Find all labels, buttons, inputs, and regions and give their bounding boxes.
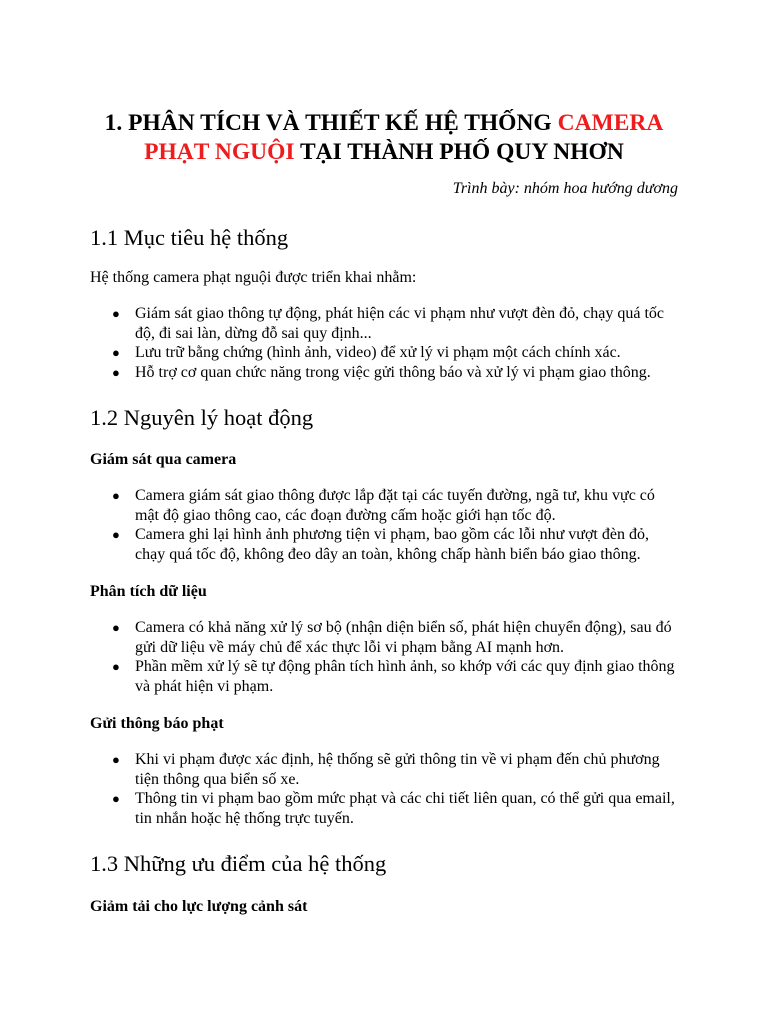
section-heading-1-3: 1.3 Những ưu điểm của hệ thống [90, 851, 387, 876]
list-item [90, 657, 678, 696]
subsection-heading-giam-tai: Giảm tải cho lực lượng cảnh sát [90, 898, 308, 915]
list-item [90, 618, 678, 657]
list-item-text: Thông tin vi phạm bao gồm mức phạt và các chi tiết liên quan, có thể gửi qua email, tin nhắn hoặc hệ thống trực tuyến. [135, 790, 675, 827]
bullet-icon: ● [112, 791, 120, 806]
bullet-icon: ● [112, 527, 120, 542]
list-item-text: Hỗ trợ cơ quan chức năng trong việc gửi thông báo và xử lý vi phạm giao thông. [135, 363, 651, 381]
title-highlight-camera: CAMERA [557, 110, 664, 136]
list-item [90, 486, 678, 525]
subsection-giam-sat-list [90, 486, 678, 564]
subsection-gui-thong-bao-list [90, 750, 678, 828]
subsection-heading-gui-thong-bao: Gửi thông báo phạt [90, 715, 224, 732]
subsection-heading-giam-sat: Giám sát qua camera [90, 451, 237, 468]
list-item-text: Phần mềm xử lý sẽ tự động phân tích hình ảnh, so khớp với các quy định giao thông và phát hiện vi phạm. [135, 658, 675, 695]
title-part-2: TẠI THÀNH PHỐ QUY NHƠN [294, 139, 624, 165]
section-heading-1-2: 1.2 Nguyên lý hoạt động [90, 405, 314, 430]
section-1-1-list [90, 304, 678, 382]
title-part-1: 1. PHÂN TÍCH VÀ THIẾT KẾ HỆ THỐNG [104, 110, 558, 136]
list-item-text: Camera có khả năng xử lý sơ bộ (nhận diện biển số, phát hiện chuyển động), sau đó gửi dữ liệu về máy chủ để xác thực lỗi vi phạm bằng AI mạnh hơn. [135, 619, 672, 656]
subsection-phan-tich-list [90, 618, 678, 696]
list-item [90, 343, 678, 363]
list-item-text: Lưu trữ bằng chứng (hình ảnh, video) để xử lý vi phạm một cách chính xác. [135, 344, 621, 361]
list-item [90, 789, 678, 828]
subsection-heading-phan-tich: Phân tích dữ liệu [90, 583, 207, 600]
list-item [90, 525, 678, 564]
bullet-icon: ● [112, 364, 120, 380]
list-item-text: Khi vi phạm được xác định, hệ thống sẽ gửi thông tin về vi phạm đến chủ phương tiện thông qua biển số xe. [135, 751, 660, 788]
bullet-icon: ● [112, 620, 120, 635]
list-item [90, 363, 678, 383]
list-item-text: Giám sát giao thông tự động, phát hiện các vi phạm như vượt đèn đỏ, chạy quá tốc độ, đi sai làn, dừng đỗ sai quy định... [135, 305, 665, 342]
document-title [90, 0, 678, 167]
byline: Trình bày: nhóm hoa hướng dương [452, 180, 678, 197]
section-heading-1-1: 1.1 Mục tiêu hệ thống [90, 225, 289, 250]
list-item-text: Camera giám sát giao thông được lắp đặt tại các tuyến đường, ngã tư, khu vực có mật độ giao thông cao, các đoạn đường cấm hoặc giới hạn tốc độ. [135, 487, 655, 524]
list-item-text: Camera ghi lại hình ảnh phương tiện vi phạm, bao gồm các lỗi như vượt đèn đỏ, chạy quá tốc độ, không đeo dây an toàn, không chấp hành biển báo giao thông. [135, 526, 649, 563]
list-item [90, 304, 678, 343]
list-item [90, 750, 678, 789]
bullet-icon: ● [112, 345, 120, 360]
section-1-1-intro: Hệ thống camera phạt nguội được triển khai nhằm: [90, 269, 417, 286]
title-highlight-phat-nguoi: PHẠT NGUỘI [144, 139, 295, 165]
bullet-icon: ● [112, 752, 120, 767]
bullet-icon: ● [112, 488, 120, 503]
bullet-icon: ● [112, 659, 120, 674]
bullet-icon: ● [112, 306, 120, 321]
